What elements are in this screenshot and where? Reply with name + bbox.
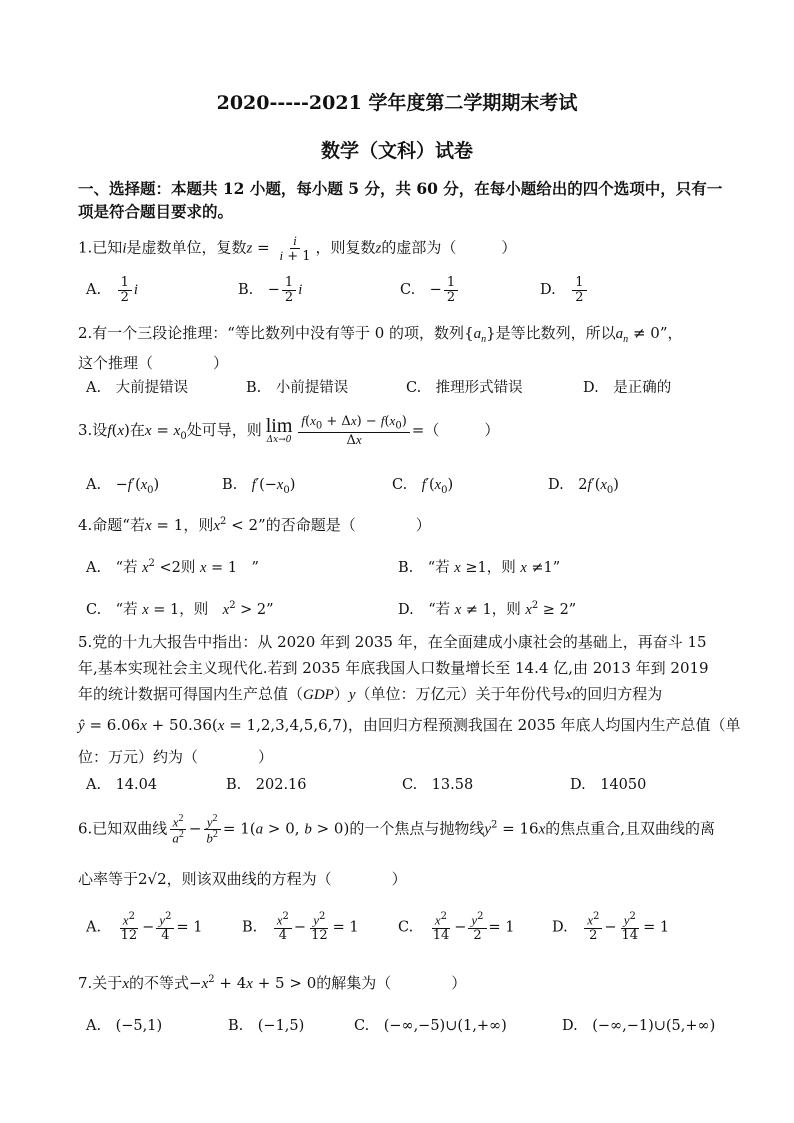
q2-option-c[interactable]: C. 推理形式错误 <box>406 380 523 396</box>
q1-option-a[interactable]: A. $\frac{1}{2}$ i <box>86 275 138 305</box>
q5-option-b[interactable]: B. 202.16 <box>226 777 307 793</box>
q7-option-d[interactable]: D. (−∞,−1)∪(5,+∞) <box>562 1018 716 1034</box>
q2-option-b[interactable]: B. 小前提错误 <box>246 380 349 396</box>
q6-option-a[interactable]: A. $\frac{x^2}{12}$ − $\frac{y^2}{4}$ = 1 <box>86 911 203 943</box>
fraction-i-over-i-plus-1: $\frac{i}{i + 1}$ <box>279 233 311 264</box>
question-2-line1: 2.有一个三段论推理：“等比数列中没有等于 0 的项，数列$\{a_n\}$是等比数列，所以$a_n \ne 0$”， <box>78 324 683 345</box>
question-3: 3.设f(x)在$x = x_0$处可导，则 lim Δx→0 $\frac{f(x_0 + \Delta x) - f(x_0)}{\Delta x}$ =（ ） <box>78 413 500 449</box>
q6-option-b[interactable]: B. $\frac{x^2}{4}$ − $\frac{y^2}{12}$ = 1 <box>242 911 359 943</box>
exam-subtitle: 数学（文科）试卷 <box>320 140 473 162</box>
q7-option-a[interactable]: A. (−5,1) <box>86 1018 163 1034</box>
q3-option-c[interactable]: C. $f'(x_0)$ <box>392 477 454 496</box>
q5-option-c[interactable]: C. 13.58 <box>402 777 474 793</box>
q7-option-b[interactable]: B. (−1,5) <box>228 1018 305 1034</box>
q2-option-d[interactable]: D. 是正确的 <box>583 380 672 396</box>
q3-option-b[interactable]: B. $f'(-x_0)$ <box>222 477 296 496</box>
question-5-line2: 年,基本实现社会主义现代化.若到 2035 年底我国人口数量增长至 14.4 亿,由 2013 年到 2019 <box>78 659 709 677</box>
question-6-line1: 6.已知双曲线 $\frac{x^2}{a^2}$ − $\frac{y^2}{b^2}$ = 1(a > 0, b > 0)的一个焦点与抛物线$y^2 = 16x$的焦点重合,且双曲线的离 <box>78 813 716 846</box>
q2-option-a[interactable]: A. 大前提错误 <box>86 380 189 396</box>
q1-option-d[interactable]: D. $\frac{1}{2}$ <box>540 276 589 304</box>
q6-option-d[interactable]: D. $\frac{x^2}{2}$ − $\frac{y^2}{14}$ = 1 <box>552 911 670 943</box>
q1-option-c[interactable]: C. − $\frac{1}{2}$ <box>400 276 460 304</box>
question-2-line2: 这个推理（ ） <box>78 354 229 372</box>
question-4: 4.命题“若x = 1，则$x^2 < 2$”的否命题是（ ） <box>78 516 431 534</box>
q5-option-a[interactable]: A. 14.04 <box>86 777 158 793</box>
q7-option-c[interactable]: C. (−∞,−5)∪(1,+∞) <box>354 1018 507 1034</box>
question-7: 7.关于x的不等式$-x^2 + 4x + 5 > 0$的解集为（ ） <box>78 974 467 992</box>
exam-title: 2020-----2021 学年度第二学期期末考试 <box>216 92 578 114</box>
q5-option-d[interactable]: D. 14050 <box>570 777 647 793</box>
limit-symbol: lim Δx→0 <box>265 415 293 446</box>
q4-option-d[interactable]: D. “若 x ≠ 1，则 $x^2 \ge 2$” <box>398 600 577 618</box>
difference-quotient: $\frac{f(x_0 + \Delta x) - f(x_0)}{\Delta x}$ <box>298 414 409 448</box>
q3-option-a[interactable]: A. $-f'(x_0)$ <box>86 477 160 496</box>
question-5-line5: 位：万元）约为（ ） <box>78 748 274 766</box>
q4-option-a[interactable]: A. “若 $x^2 <2$则 x = 1 ” <box>86 558 259 576</box>
q4-option-b[interactable]: B. “若 x ≥1，则 x ≠1” <box>398 560 561 576</box>
question-6-line2: 心率等于2√2，则该双曲线的方程为（ ） <box>78 870 407 888</box>
section-intro-line2: 项是符合题目要求的。 <box>78 202 234 221</box>
section-intro-line1: 一、选择题：本题共 12 小题，每小题 5 分，共 60 分，在每小题给出的四个选项中，只有一 <box>78 179 723 198</box>
math-i: i <box>122 240 127 257</box>
q6-option-c[interactable]: C. $\frac{x^2}{14}$ − $\frac{y^2}{2}$ = 1 <box>398 911 515 943</box>
math-z-def: z <box>246 240 253 257</box>
question-5-line1: 5.党的十九大报告中指出：从 2020 年到 2035 年，在全面建成小康社会的基础上，再奋斗 15 <box>78 633 707 651</box>
q4-option-c[interactable]: C. “若 x = 1，则 $x^2 > 2$” <box>86 600 274 618</box>
question-5-line3: 年的统计数据可得国内生产总值（GDP）y（单位：万亿元）关于年份代号x的回归方程为 <box>78 685 663 703</box>
q3-option-d[interactable]: D. $2f'(x_0)$ <box>548 477 619 496</box>
question-5-line4: ŷ = 6.06x + 50.36(x = 1,2,3,4,5,6,7)，由回归方程预测我国在 2035 年底人均国内生产总值（单 <box>78 716 741 734</box>
q1-option-b[interactable]: B. − $\frac{1}{2}$ i <box>238 275 303 305</box>
question-1: 1.已知i是虚数单位，复数z = $\frac{i}{i + 1}$ ，则复数z的虚部为（ ） <box>78 233 517 264</box>
